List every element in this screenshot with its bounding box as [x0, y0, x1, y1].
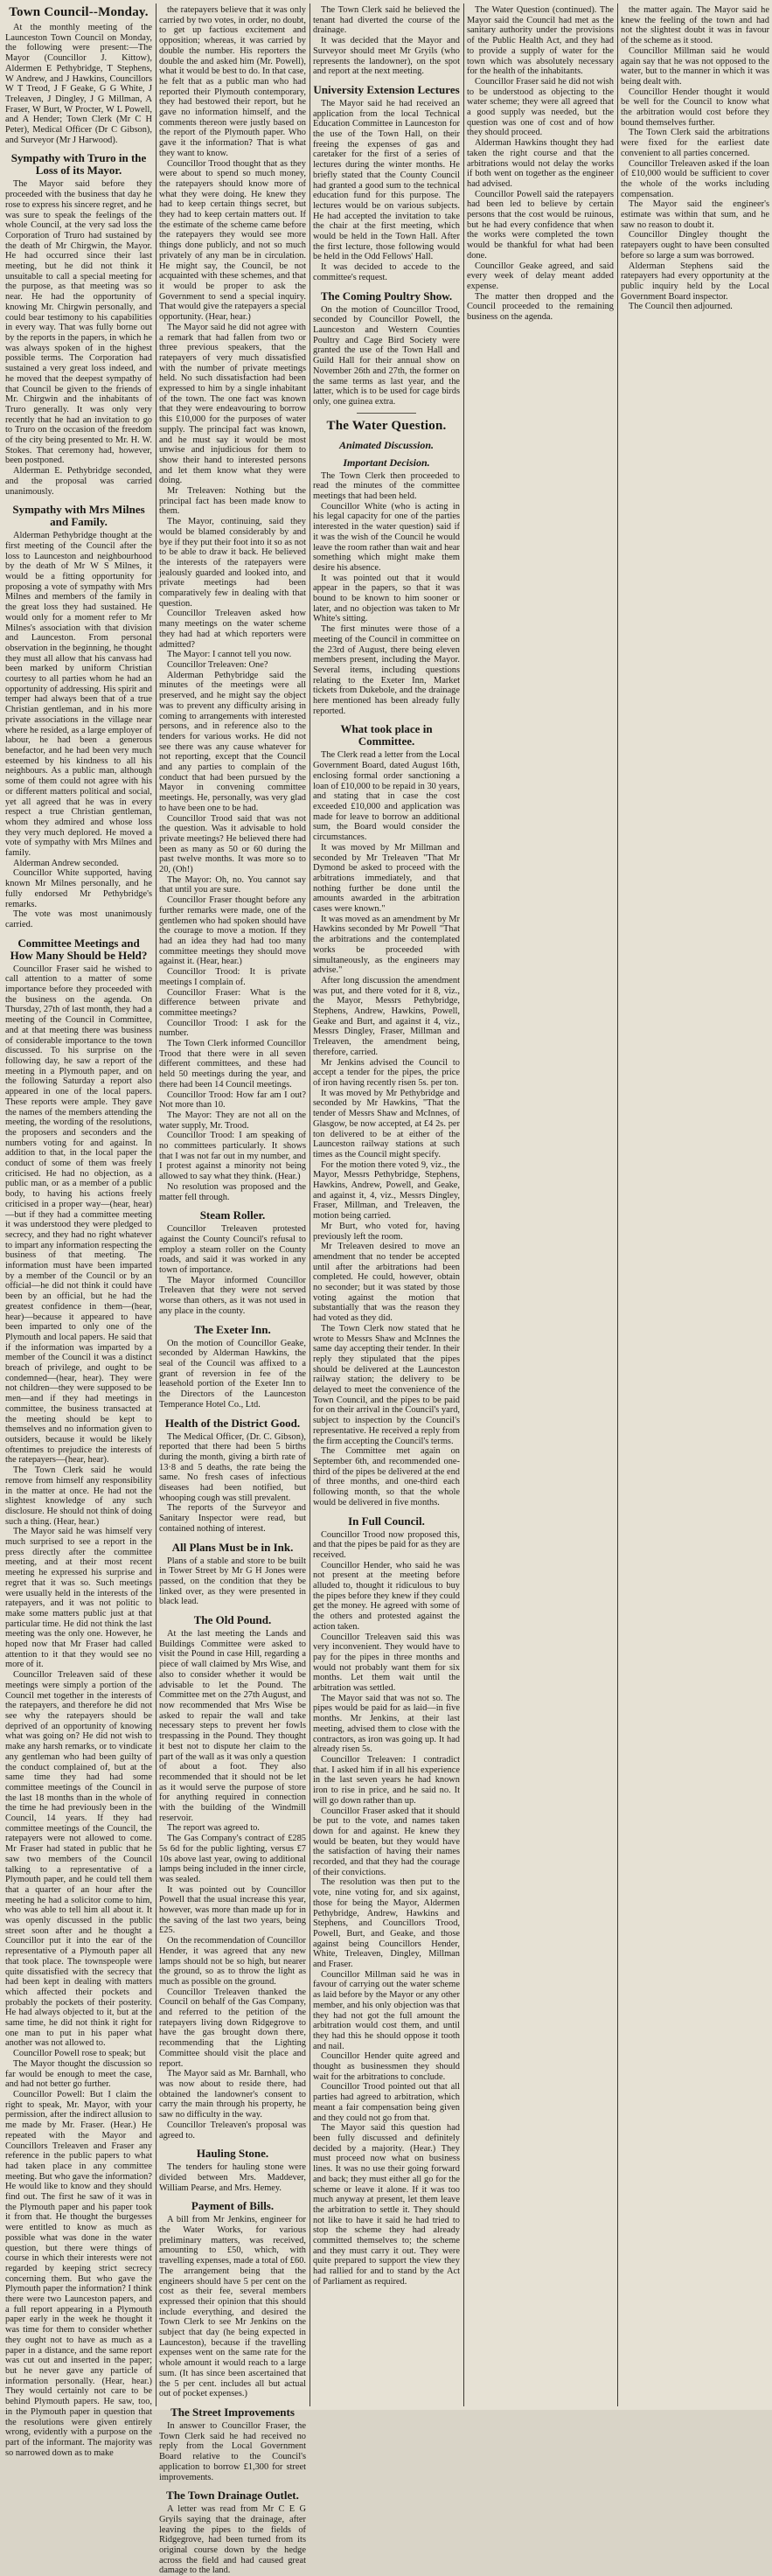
paragraph: The tenders for hauling stone were divided between Mrs. Maddever, William Pearse, and Mrs. Hemey.: [159, 2162, 306, 2193]
paragraph: The first minutes were those of a meeting of the Council in committee on the 23rd of August, there being eleven members present, including the Mayor. Several items, including questions relating to the Exeter Inn, Market tickets from Dukebole, and the drainage here mentioned has been already fully reported.: [313, 624, 460, 716]
paragraph: The Mayor: Oh, no. You cannot say that until you are sure.: [159, 874, 306, 895]
paragraph: The Medical Officer, (Dr. C. Gibson), reported that there had been 5 births during the month, giving a birth rate of 13·8 and 5 deaths, the rate being the same. No fresh cases of infectious diseases had been notified, but whooping cough was still prevalent.: [159, 1431, 306, 1503]
paragraph: The Town Clerk said he would remove from himself any responsibility in the matter at once. He had not the slightest knowledge of any such disclosure. He should not think of doing such a thing. (Hear, hear.): [5, 1466, 152, 1527]
headline: In Full Council.: [348, 1514, 425, 1528]
paragraph: The Committee met again on September 6th, and recommended one-third of the pipes be delivered at the end of three months, and one-third each following month, so that the whole would be delivered in five months.: [313, 1446, 460, 1507]
paragraph: Councillor Geake agreed, and said every week of delay meant added expense.: [467, 261, 614, 291]
paragraph: The Mayor, continuing, said they would be blamed considerably by and bye if they put their foot into it so as not to be able to draw it back. He believed the interests of the ratepayers were jealously guarded and looked into, and private meetings had been comparatively few in dealing with that question.: [159, 517, 306, 609]
paragraph: Alderman Hawkins thought they had taken the right course and that the arbitrations would not delay the works if both went on together as the engineer had advised.: [467, 138, 614, 189]
paragraph: On the motion of Councillor Geake, seconded by Alderman Hawkins, the seal of the Council was affixed to a grant of reversion in fee of the leasehold portion of the Exeter Inn to the Directors of the Launceston Temperance Hotel Co., Ltd.: [159, 1338, 306, 1410]
paragraph: The Council then adjourned.: [629, 302, 733, 312]
paragraph: The vote was most unanimously carried.: [5, 909, 152, 929]
paragraph: It was pointed out that it would appear in the papers, so that it was bound to be known to him sooner or later, and no objection was taken to Mr White's sitting.: [313, 573, 460, 624]
paragraph: Councillor Fraser said he did not wish to be understood as objecting to the water scheme; they were all agreed that a good supply was needed, but the question was one of cost and of how they should proceed.: [467, 76, 614, 138]
headline: The Water Question.: [326, 418, 447, 433]
paragraph: After long discussion the amendment was put, and there voted for it 8, viz., the Mayor, Messrs Pethybridge, Stephens, Andrew, Hawkins, Powell, Geake and Burt, and against it 4, viz., Messrs Dingley, Fraser, Millman and Treleaven, the amendment being, therefore, carried.: [313, 975, 460, 1057]
paragraph: It was moved by Mr Millman and seconded by Mr Treleaven "That Mr Dymond be asked to proceed with the arbitrations immediately, and that nothing further be done until the amounts awarded in the arbitration cases were known.": [313, 842, 460, 915]
paragraph: Councillor Treleaven protested against the County Council's refusal to employ a steam roller on the County roads, and said it was worked in any town of importance.: [159, 1224, 306, 1276]
headline: All Plans Must be in Ink.: [171, 1540, 294, 1554]
headline: Health of the District Good.: [164, 1416, 301, 1430]
paragraph: the matter again. The Mayor said he knew the feeling of the town and had not the slightest doubt it was in favour of the scheme as it stood.: [621, 5, 769, 46]
headline: Hauling Stone.: [196, 2147, 269, 2161]
headline: The Town Drainage Outlet.: [166, 2489, 299, 2503]
headline: Sympathy with Mrs Milnes and Family.: [12, 503, 145, 529]
headline: Committee Meetings and How Many Should be Held?: [10, 936, 148, 962]
paragraph: the ratepayers believe that it was only carried by two votes, in order, no doubt, to get up factious excitement and opposition; whereas, it was carried by double the number. His reporters the double the and asked him (Mr. Powell), what it would be best to do. In that case, he felt that as a public man who had reported their Plymouth contemporary, they had bestowed their report, but he gave no information himself, and the comments thereon were justly based on the report of the Plymouth paper. Who gave it the information? That is what they want to know.: [159, 5, 306, 158]
paragraph: Councillor Fraser: What is the difference between private and committee meetings?: [159, 987, 306, 1018]
paragraph: Councillor Treleaven said this was very inconvenient. They would have to pay for the pipes in three months and would not probably want them for six months. Let them wait until the arbitration was settled.: [313, 1632, 460, 1694]
paragraph: Councillor Trood said that was not the question. Was it advisable to hold private meetings? He believed there had been as many as 50 or 60 during the past twelve months. It was more so to 20, (Oh!): [159, 813, 306, 875]
column-1: [5, 5, 152, 2458]
column-rule: [309, 3, 310, 2406]
paragraph: The Town Clerk said he believed the tenant had diverted the course of the drainage.: [313, 5, 460, 36]
column-rule: [463, 3, 464, 2406]
headline: Steam Roller.: [199, 1208, 266, 1222]
headline: Town Council--Monday.: [9, 5, 149, 19]
paragraph: Councillor Trood: It is private meetings I complain of.: [159, 967, 306, 987]
paragraph: Councillor Millman said he would again say that he was not opposed to the water, but to the manner in which it was being dealt with.: [621, 45, 769, 87]
headline: Sympathy with Truro in the Loss of its Mayor.: [10, 151, 147, 178]
paragraph: Alderman Stephens said the ratepayers had every opportunity at the public inquiry held by the Local Government Board inspector.: [621, 261, 769, 302]
paragraph: Councillor Hender, who said he was not present at the meeting before alluded to, thought it ridiculous to buy the pipes before they knew if they could get the money. He agreed with some of the others and protested against the action taken.: [313, 1560, 460, 1632]
paragraph: The Mayor said before they proceeded with the business that day he rose to express his sincere regret, and he was sure to speak the feelings of the whole Council, at the very sad loss the Corporation of Truro had sustained by the death of Mr Chirgwin, the Mayor. He had occurred since their last meeting, but he did not think it unsuitable to call a special meeting for the purpose, as that meeting was so near. He had the opportunity of knowing Mr. Chirgwin personally, and could bear testimony to his capabilities in every way. That was fully borne out by the reports in the papers, in which he was always spoken of in the highest possible terms. The Corporation had sustained a very great loss indeed, and he moved that the deepest sympathy of that Council be given to the friends of Mr. Chirgwin and the inhabitants of Truro generally. It was only very recently that he had an invitation to go to Truro on the occasion of the freedom of the city being presented to Mr. H. W. Stokes. That ceremony had, however, been postponed.: [5, 179, 152, 466]
paragraph: It was moved as an amendment by Mr Hawkins seconded by Mr Powell "That the arbitrations and the contemplated works be proceeded with simultaneously, as the engineers may advise.": [313, 914, 460, 976]
paragraph: For the motion there voted 9, viz., the Mayor, Messrs Pethybridge, Stephens, Hawkins, Andrew, Powell, and Geake, and against it, 4, viz., Messrs Dingley, Fraser, Millman, and Treleaven, the motion being carried.: [313, 1159, 460, 1222]
section-divider: [357, 413, 415, 414]
column-rule: [617, 3, 618, 2406]
paragraph: The matter then dropped and the Council proceeded to the remaining business on the agenda.: [467, 291, 614, 323]
paragraph: Councillor Dingley thought the ratepayers ought to have been consulted before so large a sum was borrowed.: [621, 230, 769, 261]
paragraph: The reports of the Surveyor and Sanitary Inspector were read, but contained nothing of interest.: [159, 1503, 306, 1534]
paragraph: The Gas Company's contract of £285 5s 6d for the public lighting, versus £7 10s above last year, owing to additional lamps being included in the inner circle, was sealed.: [159, 1834, 306, 1884]
paragraph: The Mayor informed Councillor Treleaven that they were not served worse than others, as it was not used in any place in the county.: [159, 1275, 306, 1316]
headline: The Street Improvements: [170, 2405, 295, 2419]
paragraph: The resolution was then put to the vote, nine voting for, and six against, those for being the Mayor, Aldermen Pethybridge, Andrew, Hawkins and Stephens, and Councillors Trood, Powell, Burt, and Geake, and those against being Councillors Hender, White, Treleaven, Dingley, Millman and Fraser.: [313, 1877, 460, 1970]
paragraph: Mr Burt, who voted for, having previously left the room.: [313, 1221, 460, 1242]
paragraph: On the motion of Councillor Trood, seconded by Councillor Powell, the Launceston and Western Counties Poultry and Cage Bird Society were granted the use of the Town Hall and Guild Hall for their annual show on November 26th and 27th, the former on the same terms as last year, and the latter, which is to be used for cage birds only, one guinea extra.: [313, 304, 460, 407]
paragraph: Councillor Hender quite agreed and thought as businessmen they should wait for the arbitrations to conclude.: [313, 2051, 460, 2082]
paragraph: The Mayor said this question had been fully discussed and definitely decided by a majority. (Hear.) They must proceed now what on business lines. It was no use their going forward and back; they must either all go for the scheme or leave it alone. If it was too much anyway at present, let them leave the arbitration to settle it. They should not like to have it said he had tried to stop the scheme they had already committed themselves to; the scheme and they must carry it out. They were quite prepared to support the view they had rallied for and to stand by the Act of Parliament as required.: [313, 2123, 460, 2287]
paragraph: The Mayor said he did not agree with a remark that had fallen from two or three previous speakers, that the ratepayers of very much dissatisfied with the number of private meetings held. No such dissatisfaction had been expressed to him by a single inhabitant of the town. The one fact was known that they were endeavouring to borrow this £10,000 for the purposes of water supply. The principal fact was known, and he must say it would be most unwise and injudicious for them to show their hand to interested persons and let them know what they were doing.: [159, 322, 306, 486]
column-5: [621, 5, 769, 2405]
paragraph: Mr Jenkins advised the Council to accept a tender for the pipes, the price of iron having recently risen 5s. per ton.: [313, 1057, 460, 1088]
paragraph: The Mayor thought the discussion so far would be enough to meet the case, and had not better go further.: [5, 2058, 152, 2090]
paragraph: The Mayor said as Mr. Barnhall, who was now about to reside there, had obtained the landowner's consent to carry the main through his property, he saw no difficulty in the way.: [159, 2069, 306, 2120]
paragraph: Mr Treleaven desired to move an amendment that no tender be accepted until after the arbitrations had been completed. He could, however, obtain no seconder; but it was stated by those voting against the motion that substantially that was the reason they had voted as they did.: [313, 1242, 460, 1324]
paragraph: Alderman Pethybridge said the minutes of the meetings were all preserved, and he might say the object was to prevent any difficulty arising in coming to arrangements with interested persons, and in reference also to the tenders for various works. He did not see there was any cause whatever for not reporting, except that the Council and any parties to complain of the conduct that had been pursued by the Mayor in convening committee meetings. He, personally, was very glad to have been one to be had.: [159, 670, 306, 813]
paragraph: It was decided to accede to the committee's request.: [313, 262, 460, 282]
paragraph: Alderman E. Pethybridge seconded, and the proposal was carried unanimously.: [5, 466, 152, 497]
paragraph: Councillor Trood now proposed this, and that the pipes be paid for as they are received.: [313, 1529, 460, 1560]
paragraph: In answer to Councillor Fraser, the Town Clerk said he had received no reply from the Local Government Board relative to the Council's application to borrow £1,300 for street improvements.: [159, 2420, 306, 2482]
paragraph: The Mayor said the engineer's estimate was within that sum, and he saw no reason to doubt it.: [621, 199, 769, 230]
headline: The Old Pound.: [193, 1613, 272, 1627]
paragraph: Councillor Treleaven asked how many meetings on the water scheme they had had at which reporters were admitted?: [159, 609, 306, 650]
paragraph: Councillor Hender thought it would be well for the Council to know what the arbitration would cost before they bound themselves further.: [621, 87, 769, 128]
paragraph: Plans of a stable and store to be built in Tower Street by Mr G H Jones were passed, on the condition that they be linked over, as they were presented in black lead.: [159, 1556, 306, 1607]
paragraph: Alderman Andrew seconded.: [13, 858, 119, 868]
paragraph: Councillor Trood: I ask for the number.: [159, 1018, 306, 1039]
headline: Animated Discussion.: [338, 438, 435, 451]
paragraph: Councillor Treleaven: One?: [167, 660, 268, 670]
headline: Payment of Bills.: [191, 2199, 275, 2213]
paragraph: Alderman Pethybridge thought at the first meeting of the Council after the loss to Launceston and neighbourhood by the death of Mr W S Milnes, it would be a fitting opportunity for proposing a vote of sympathy with Mrs Milnes and members of the family in the great loss they had sustained. He would only for a moment refer to Mr Milnes's association with that division and Launceston. From personal observation in the beginning, he thought they must all allow that his canvass had been marked by uniform Christian courtesy to all parties whom he had an opportunity of addressing. His spirit and temper had always been that of a true Christian gentleman, and in his more private associations in the village near where he resided, as a large employer of labour, he had been a generous benefactor, and he had been very much esteemed by his kindness to all his neighbours. As a public man, although some of them could not agree with his or different matters political and social, yet all agreed that he was in every respect a true Christian gentleman, whom they admired and whose loss they very much deplored. He moved a vote of sympathy with Mrs Milnes and family.: [5, 531, 152, 859]
paragraph: The Town Clerk said the arbitrations were fixed for the earliest date convenient to all parties concerned.: [621, 128, 769, 158]
paragraph: The Mayor said he was himself very much surprised to see a report in the press directly after the committee meeting, and at their most recent meeting he expressed his surprise and regret that it was so. Such meetings were usually held in the interests of the ratepayers, and it was not politic to make some matters public just at that particular time. He did not think the last meeting was the only one. However, he hoped now that Mr Fraser had called attention to it that they would see no more of it.: [5, 1527, 152, 1670]
paragraph: The Water Question (continued). The Mayor said the Council had met as the sanitary authority under the provisions of the Public Health Act, and they had to provide a supply of water for the town which was absolutely necessary for the health of the inhabitants.: [467, 5, 614, 77]
column-2: [159, 5, 306, 2576]
paragraph: Mr Treleaven: Nothing but the principal fact has been made know to them.: [159, 486, 306, 517]
headline: What took place in Committee.: [340, 722, 433, 748]
paragraph: The Mayor said that was not so. The pipes would be paid for as laid—in five months. Mr Jenkins, at their last meeting, advised them to close with the contractors, as iron was going up. It had already risen 5s.: [313, 1693, 460, 1755]
paragraph: It was decided that the Mayor and Surveyor should meet Mr Gryils (who represents the landowner), on the spot and report at the next meeting.: [313, 36, 460, 77]
paragraph: A bill from Mr Jenkins, engineer for the Water Works, for various preliminary matters, was received, amounting to £50, which, with travelling expenses, made a total of £60. The arrangement being that the engineers should have 5 per cent on the cost as their fee, several members expressed their opinion that this should include everything, and desired the Town Clerk to see Mr Jenkins on the subject that day (he being expected in Launceston), because if the travelling expenses went on the same rate for the whole amount it would reach to a large sum. (It has since been ascertained that the 5 per cent. includes all but actual out of pocket expenses.): [159, 2215, 306, 2399]
headline: Important Decision.: [343, 456, 430, 469]
paragraph: Councillor Fraser asked that it should be put to the vote, and names taken down for and against. He knew they would be beaten, but they would have the satisfaction of having their names recorded, and that they had the courage of their convictions.: [313, 1806, 460, 1877]
paragraph: Councillor Millman said he was in favour of carrying out the water scheme as laid before by the Mayor or any other member, and his only objection was that they had not got the full amount the arbitration would cost them, and until they had this he should oppose it tooth and nail.: [313, 1969, 460, 2051]
paragraph: On the recommendation of Councillor Hender, it was agreed that any new lamps should not be so high, but nearer the ground, so as to throw the light as much as possible on the ground.: [159, 1936, 306, 1987]
paragraph: Councillor Fraser thought before any further remarks were made, one of the gentlemen who had spoken should have the courage to move a motion. If they had an idea they had had too many committee meetings they should move against it. (Hear, hear.): [159, 895, 306, 967]
paragraph: Councillor Treleaven asked if the loan of £10,000 would be sufficient to cover the whole of the works including compensation.: [621, 158, 769, 199]
paragraph: Councillor Powell rose to speak; but: [13, 2049, 146, 2059]
paragraph: Councillor Treleaven's proposal was agreed to.: [159, 2120, 306, 2141]
paragraph: Councillor White (who is acting in his legal capacity for one of the parties interested in the water question) said if it was the wish of the Council he would leave the room rather than wait and hear something which might make them desire his absence.: [313, 501, 460, 573]
column-3: [313, 5, 460, 2405]
paragraph: The Clerk read a letter from the Local Government Board, dated August 16th, enclosing formal order sanctioning a loan of £10,000 to be repaid in 30 years, and stating that in case the cost exceeded £10,000 and application was made for leave to borrow an additional sum, the Board would consider the circumstances.: [313, 750, 460, 843]
paragraph: Councillor Treleaven thanked the Council on behalf of the Gas Company, and referred to the petition of the ratepayers living down Ridgegrove to have the gas brought down there, recommending that the Lighting Committee should visit the place and report.: [159, 1987, 306, 2069]
paragraph: At the monthly meeting of the Launceston Town Council on Monday, the following were present:—The Mayor (Councillor J. Kittow), Aldermen E Pethybridge, T Stephens, W Andrew, and J Hawkins, Councillors W T Treod, J F Geake, G G White, J Treleaven, J Dingley, J G Millman, A Fraser, W Burt, W Procter, W L Powell, and A Hender; Town Clerk (Mr C H Peter), Medical Officer (Dr C Gibson), and Surveyor (Mr J Harwood).: [5, 23, 152, 145]
paragraph: Councillor Trood: How far am I out? Not more than 10.: [159, 1090, 306, 1110]
paragraph: Councillor Trood thought that as they were about to spend so much money, the ratepayers should know more of what they were doing. He knew they had to keep certain things secret, but they had to keep certain matters out. If the estimate of the scheme came before the ratepayers they would see more things done publicly, and not so much privately of any man be in circulation. He might say, the Council, be not acquainted with these schemes, and that it would be proper to ask the Government to send a special inquiry. That would give the ratepayers a special opportunity. (Hear, hear.): [159, 158, 306, 323]
paragraph: It was moved by Mr Pethybridge and seconded by Mr Hawkins, "That the tender of Messrs Shaw and McInnes, of Glasgow, be now accepted, at £4 2s. per ton delivered to be at either of the Launceston railway stations at such times as the Council might specify.: [313, 1088, 460, 1159]
paragraph: A letter was read from Mr C E G Gryils saying that the drainage, after leaving the pipes to the fields of Ridgegrove, had been turned from its original course down by the hedge across the field and had caused great damage to the land.: [159, 2504, 306, 2576]
headline: The Coming Poultry Show.: [320, 289, 453, 303]
paragraph: It was pointed out by Councillor Powell that the usual increase this year, however, was more than made up for in the saving of the last two years, being £25.: [159, 1884, 306, 1936]
paragraph: Councillor Powell: But I claim the right to speak, Mr. Mayor, with your permission, after the indirect allusion to me made by Mr. Fraser. (Hear.) He repeated with the Mayor and Councillors Treleaven and Fraser any reference in the public papers to what had taken place in any committee meeting. But who gave the information? He would like to know and they should find out. The first he saw of it was in the Plymouth paper and his paper took it from that. He thought the burgesses were entitled to know as much as possible what was done in the water question, but there were things of course in which their interests were not regarded by keeping strict secrecy concerning them. But who gave the Plymouth paper the information? I think there were two Launceston papers, and a full report appearing in a Plymouth paper early in the week he thought it was time for them to consider whether they ought not to have as much as a paper in a distance, and the same report was cut out and inserted in the paper; but he never gave any particle of information personally. (Hear, hear.) They would certainly not care to be behind Plymouth papers. He saw, too, in the Plymouth paper in question that the resolutions were given entirely wrong, evidently with a purpose on the part of the informant. The majority was so narrowed down as to make: [5, 2090, 152, 2458]
paragraph: Councillor Fraser said he wished to call attention to a matter of some importance before they proceeded with the business on the agenda. On Thursday, 27th of last month, they had a meeting of the Council in Committee, and at that meeting there was business of considerable importance to the town discussed. To his surprise on the following day, he saw a report of the meeting in a Plymouth paper, and on the following Saturday a report also appeared in one of the local papers. These reports were ample. They gave the names of the members attending the meeting, the wording of the resolutions, the proposers and seconders and the numbers voting for and against. In addition to that, in the local paper the conduct of some of them was freely criticised. He had no objection, as a public man, or as a member of a public body, to having his actions freely criticised in a proper way—(hear, hear)—but if they had a committee meeting it was understood they were pledged to secrecy, and they had no right whatever to impart any information respecting the business of that meeting. The information must have been imparted by a member of the Council or by an official—he did not think it could have been by an official, but he had the greatest confidence in them—(hear, hear)—because it appeared to have been imparted to only one of the Plymouth and local papers. He said that if the information was imparted by a member of the Council it was a distinct breach of privilege, and ought to be condemned—(hear, hear). They were not children—they were supposed to be men—and if they had meetings in committee, the business transacted at the meeting should be kept to themselves and no information given to outsiders, because it would be likely oftentimes to prejudice the interests of the ratepayers—(hear, hear).: [5, 964, 152, 1466]
paragraph: Councillor Trood: I am speaking of no committees particularly. It shows that I was not far out in my number, and I protest against a minority not being allowed to say what they think. (Hear.): [159, 1131, 306, 1182]
paragraph: The Town Clerk informed Councillor Trood that there were in all seven different committees, and these had held 50 meetings during the year, and there had been 14 Council meetings.: [159, 1039, 306, 1090]
paragraph: The Mayor said he had received an application from the local Technical Education Committee in Launceston for the use of the Town Hall, on their freeing the expenses of gas and caretaker for the first of a series of lectures during the winter months. He briefly stated that the County Council had granted a good sum to the technical education fund for this purpose. The lectures would be on various subjects. He had accepted the invitation to take the chair at the first meeting, which would be held in the Town Hall. After the first lecture, those following would be held in the Odd Fellows' Hall.: [313, 98, 460, 262]
headline: The Exeter Inn.: [194, 1322, 271, 1336]
paragraph: At the last meeting the Lands and Buildings Committee were asked to visit the Pound in case Hill, regarding a piece of wall claimed by Mrs Wise, and also to consider whether it would be advisable to let the Pound. The Committee met on the 27th August, and now recommended that Mrs Wise be asked to repair the wall and take necessary steps to prevent her fowls trespassing in the Pound. They thought it best not to dispute her claim to the part of the wall as it was only a question of about a foot. They also recommended that it should not be let as it would serve the purpose of store for anything required in connection with the building of the Windmill reservoir.: [159, 1629, 306, 1823]
paragraph: No resolution was proposed and the matter fell through.: [159, 1181, 306, 1202]
paragraph: Councillor Treleaven: I contradict that. I asked him if in all his experience in the last seven years he had known iron to rise in price, and he said no. It will go down rather than up.: [313, 1754, 460, 1806]
paragraph: Councillor Treleaven said of these meetings were simply a portion of the Council met together in the interests of the ratepayers, and therefore he did not see why the ratepayers should be deprived of an opportunity of knowing what was going on? He did not wish to make any harsh remarks, or to vindicate any gentleman who had been guilty of the conduct complained of, but at the same time they had had some committee meetings of the Council in the last 18 months than in the whole of the time he had previously been in the Council, 14 years. If they had committee meetings of the Council, the ratepayers were not allowed to come. Mr Fraser had stated in public that he saw two members of the Council talking to a representative of a Plymouth paper, and he could tell them that a quarter of an hour after the meeting he had a solicitor come to him, who was able to tell him all about it. It was openly discussed in the public street soon after and he thought a Councillor put it into the ear of the representative of a Plymouth paper all that took place. The townspeople were quite dissatisfied with the secrecy that had been kept in dealing with matters which affected their pockets and probably the pockets of their posterity. He had always objected to it, but at the same time, he did not think it right for one man to put in his paper what another was not allowed to.: [5, 1670, 152, 2049]
paragraph: The report was agreed to.: [167, 1823, 260, 1834]
paragraph: The Mayor: I cannot tell you now.: [167, 650, 292, 660]
paragraph: The Town Clerk now stated that he wrote to Messrs Shaw and McInnes the same day accepting their tender. In their reply they stipulated that the pipes should be delivered at the Launceston railway station; the delivery to be delayed to meet the convenience of the Town Council, and the pipes to be paid for on their arrival in the Council's yard, subject to inspection by the Council's representative. He received a reply from the firm accepting the Council's terms.: [313, 1323, 460, 1446]
paragraph: The Town Clerk then proceeded to read the minutes of the committee meetings that had been held.: [313, 470, 460, 502]
paragraph: The Mayor: They are not all on the water supply, Mr. Trood.: [159, 1110, 306, 1131]
paragraph: Councillor Powell said the ratepayers had been led to believe by certain persons that the cost would be ruinous, but he had every confidence that when the works were completed the town would be thankful for what had been done.: [467, 189, 614, 261]
paragraph: Councillor White supported, having known Mr Milnes personally, and he fully endorsed Mr Pethybridge's remarks.: [5, 868, 152, 909]
headline: University Extension Lectures: [313, 82, 460, 96]
column-4: [467, 5, 614, 2405]
paragraph: Councillor Trood pointed out that all parties had agreed to arbitration, which meant a fair compensation being given and they could not go from that.: [313, 2082, 460, 2123]
